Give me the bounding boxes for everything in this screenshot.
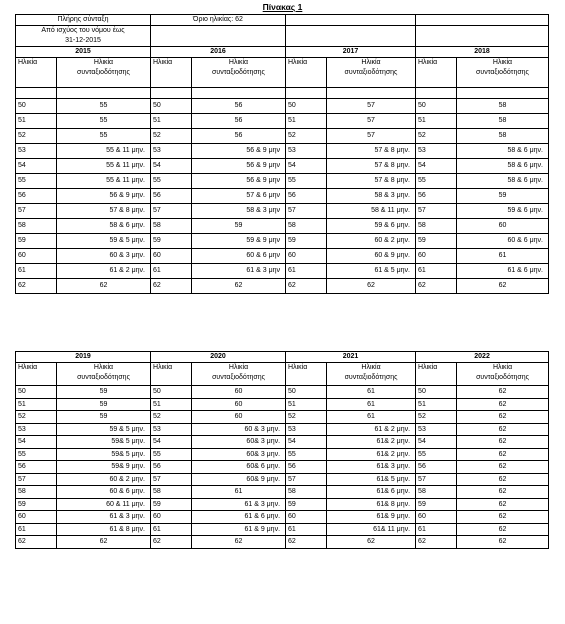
age-cell: 57 — [416, 204, 457, 219]
pension-age-cell: 61 & 6 μην. — [192, 511, 286, 524]
age-cell: 60 — [286, 511, 327, 524]
pension-age-cell: 61& 5 μην. — [327, 473, 416, 486]
pension-table-2019-2022 — [15, 351, 549, 549]
pension-age-column-header: Ηλικία συνταξιοδότησης — [327, 58, 416, 88]
age-cell: 60 — [151, 249, 192, 264]
full-pension-label: Πλήρης σύνταξη — [16, 15, 151, 26]
pension-age-column-header: Ηλικία συνταξιοδότησης — [192, 363, 286, 386]
age-cell: 52 — [416, 411, 457, 424]
pension-age-cell: 55 — [57, 129, 151, 144]
age-cell: 60 — [286, 249, 327, 264]
pension-age-cell: 59& 5 μην. — [57, 436, 151, 449]
pension-age-cell: 59 & 5 μην. — [57, 234, 151, 249]
table-row — [16, 536, 549, 549]
age-cell: 60 — [16, 249, 57, 264]
pension-age-cell: 61 — [327, 398, 416, 411]
pension-age-cell: 62 — [457, 411, 549, 424]
pension-age-cell: 61 & 2 μην. — [57, 264, 151, 279]
age-cell: 56 — [416, 189, 457, 204]
pension-age-cell: 62 — [457, 461, 549, 474]
age-cell: 56 — [151, 461, 192, 474]
age-column-header: Ηλικία — [151, 363, 192, 386]
age-cell: 62 — [151, 279, 192, 294]
pension-age-cell: 59 — [57, 398, 151, 411]
table-row — [16, 159, 549, 174]
pension-age-cell: 60& 3 μην. — [192, 436, 286, 449]
age-cell: 52 — [151, 411, 192, 424]
age-cell: 54 — [416, 159, 457, 174]
age-cell: 57 — [151, 473, 192, 486]
age-cell: 62 — [286, 536, 327, 549]
year-header: 2015 — [16, 47, 151, 58]
pension-table-2015-2018 — [15, 14, 549, 294]
pension-age-cell: 59 & 6 μην. — [327, 219, 416, 234]
age-cell: 59 — [286, 234, 327, 249]
table-row — [16, 411, 549, 424]
pension-age-cell: 62 — [457, 386, 549, 399]
pension-age-cell: 61& 2 μην. — [327, 436, 416, 449]
pension-age-cell: 59& 9 μην. — [57, 461, 151, 474]
year-header: 2020 — [151, 352, 286, 363]
pension-age-cell: 60 & 3 μην. — [57, 249, 151, 264]
pension-age-cell: 56 — [192, 129, 286, 144]
year-header: 2018 — [416, 47, 549, 58]
pension-age-cell: 59 & 5 μην. — [57, 423, 151, 436]
pension-age-cell: 56 & 9 μην — [192, 174, 286, 189]
pension-age-cell: 57 — [327, 129, 416, 144]
pension-age-cell: 61 & 5 μην. — [327, 264, 416, 279]
age-cell: 55 — [151, 174, 192, 189]
pension-age-cell: 58 & 11 μην. — [327, 204, 416, 219]
age-cell: 53 — [286, 144, 327, 159]
age-cell: 50 — [16, 99, 57, 114]
pension-age-cell: 58 & 6 μην. — [457, 174, 549, 189]
pension-age-cell: 55 & 11 μην. — [57, 174, 151, 189]
pension-age-cell: 62 — [457, 486, 549, 499]
pension-age-cell: 62 — [57, 536, 151, 549]
pension-age-cell: 62 — [457, 279, 549, 294]
age-cell: 61 — [286, 264, 327, 279]
age-cell: 60 — [151, 511, 192, 524]
pension-age-cell: 62 — [457, 498, 549, 511]
pension-age-cell: 61 — [327, 386, 416, 399]
age-cell: 62 — [416, 279, 457, 294]
age-cell: 50 — [151, 99, 192, 114]
pension-age-cell: 60 — [457, 219, 549, 234]
age-cell: 52 — [286, 129, 327, 144]
age-cell: 61 — [286, 523, 327, 536]
age-cell: 55 — [286, 448, 327, 461]
age-cell: 62 — [286, 279, 327, 294]
age-cell: 57 — [16, 473, 57, 486]
age-cell: 53 — [16, 423, 57, 436]
pension-age-cell: 61& 11 μην. — [327, 523, 416, 536]
age-cell: 56 — [16, 189, 57, 204]
age-cell: 52 — [286, 411, 327, 424]
pension-age-cell: 57 — [327, 99, 416, 114]
age-cell: 53 — [16, 144, 57, 159]
age-cell: 62 — [151, 536, 192, 549]
table-row — [16, 219, 549, 234]
age-cell: 60 — [416, 511, 457, 524]
pension-age-cell: 61& 2 μην. — [327, 448, 416, 461]
age-cell: 62 — [16, 279, 57, 294]
age-cell: 51 — [416, 398, 457, 411]
pension-age-cell: 62 — [457, 523, 549, 536]
pension-age-cell: 59 — [57, 386, 151, 399]
age-cell: 57 — [416, 473, 457, 486]
table-row — [16, 498, 549, 511]
pension-age-cell: 61 & 2 μην. — [327, 423, 416, 436]
table-row — [16, 398, 549, 411]
pension-age-cell: 58 & 6 μην. — [457, 159, 549, 174]
age-cell: 50 — [416, 386, 457, 399]
pension-age-cell: 55 — [57, 114, 151, 129]
age-cell: 50 — [286, 386, 327, 399]
pension-age-column-header: Ηλικία συνταξιοδότησης — [327, 363, 416, 386]
age-cell: 56 — [151, 189, 192, 204]
pension-age-cell: 57 & 6 μην — [192, 189, 286, 204]
age-column-header: Ηλικία — [416, 58, 457, 88]
age-cell: 58 — [16, 219, 57, 234]
table-row — [16, 174, 549, 189]
pension-age-cell: 59 — [57, 411, 151, 424]
empty-cell — [416, 26, 549, 47]
age-cell: 59 — [416, 498, 457, 511]
age-cell: 61 — [416, 264, 457, 279]
age-cell: 55 — [416, 448, 457, 461]
pension-age-cell: 60 — [192, 398, 286, 411]
pension-age-cell: 60& 6 μην. — [192, 461, 286, 474]
pension-age-cell: 61& 3 μην. — [327, 461, 416, 474]
pension-age-cell: 60 & 11 μην. — [57, 498, 151, 511]
age-cell: 53 — [416, 144, 457, 159]
pension-age-cell: 58 & 3 μην. — [327, 189, 416, 204]
pension-age-cell: 60 & 6 μην. — [57, 486, 151, 499]
age-cell: 52 — [151, 129, 192, 144]
pension-age-cell: 62 — [457, 536, 549, 549]
age-column-header: Ηλικία — [16, 363, 57, 386]
age-column-header: Ηλικία — [151, 58, 192, 88]
pension-age-cell: 62 — [457, 423, 549, 436]
pension-age-cell: 57 — [327, 114, 416, 129]
table-row — [16, 461, 549, 474]
age-limit-label: Όριο ηλικίας: 62 — [151, 15, 286, 26]
age-cell: 50 — [151, 386, 192, 399]
age-cell: 57 — [151, 204, 192, 219]
pension-age-cell: 58 — [457, 114, 549, 129]
age-cell: 59 — [151, 498, 192, 511]
age-cell: 59 — [16, 234, 57, 249]
table-row — [16, 99, 549, 114]
pension-age-cell: 60 & 6 μην. — [457, 234, 549, 249]
pension-age-cell: 62 — [57, 279, 151, 294]
table-row — [16, 386, 549, 399]
age-cell: 51 — [16, 398, 57, 411]
pension-age-cell: 56 — [192, 99, 286, 114]
age-cell: 61 — [151, 523, 192, 536]
pension-age-cell: 60 & 3 μην. — [192, 423, 286, 436]
age-cell: 53 — [151, 423, 192, 436]
age-column-header: Ηλικία — [16, 58, 57, 88]
empty-cell — [416, 15, 549, 26]
age-cell: 53 — [151, 144, 192, 159]
pension-age-cell: 58 — [457, 99, 549, 114]
age-cell: 59 — [416, 234, 457, 249]
age-cell: 55 — [286, 174, 327, 189]
age-cell: 51 — [286, 398, 327, 411]
pension-age-cell: 61 — [192, 486, 286, 499]
pension-age-cell: 60 & 9 μην. — [327, 249, 416, 264]
age-cell: 58 — [286, 486, 327, 499]
age-cell: 58 — [151, 486, 192, 499]
table-row — [16, 448, 549, 461]
pension-age-cell: 60 & 2 μην. — [57, 473, 151, 486]
age-cell: 55 — [151, 448, 192, 461]
empty-cell — [286, 15, 416, 26]
table-row — [16, 436, 549, 449]
pension-age-cell: 56 — [192, 114, 286, 129]
pension-age-cell: 61 & 6 μην. — [457, 264, 549, 279]
pension-age-column-header: Ηλικία συνταξιοδότησης — [457, 363, 549, 386]
pension-age-column-header: Ηλικία συνταξιοδότησης — [457, 58, 549, 88]
pension-age-cell: 61& 8 μην. — [327, 498, 416, 511]
age-cell: 62 — [416, 536, 457, 549]
age-cell: 58 — [286, 219, 327, 234]
pension-age-column-header: Ηλικία συνταξιοδότησης — [192, 58, 286, 88]
age-cell: 53 — [286, 423, 327, 436]
age-cell: 50 — [16, 386, 57, 399]
table-row — [16, 523, 549, 536]
table-row — [16, 114, 549, 129]
pension-age-cell: 57 & 8 μην. — [327, 174, 416, 189]
empty-cell — [286, 26, 416, 47]
pension-age-cell: 61 & 3 μην. — [192, 498, 286, 511]
pension-age-cell: 56 & 9 μην. — [57, 189, 151, 204]
effective-period-label: Από ισχύος του νόμου έως 31-12-2015 — [16, 26, 151, 47]
pension-age-cell: 61 & 8 μην. — [57, 523, 151, 536]
age-cell: 52 — [16, 411, 57, 424]
pension-age-column-header: Ηλικία συνταξιοδότησης — [57, 363, 151, 386]
table-row — [16, 249, 549, 264]
age-cell: 56 — [16, 461, 57, 474]
spacer-row — [16, 88, 549, 99]
pension-age-cell: 56 & 9 μην — [192, 144, 286, 159]
age-cell: 58 — [151, 219, 192, 234]
pension-age-cell: 56 & 9 μην — [192, 159, 286, 174]
pension-age-cell: 55 — [57, 99, 151, 114]
pension-age-cell: 62 — [457, 473, 549, 486]
pension-age-cell: 60 — [192, 411, 286, 424]
pension-age-cell: 57 & 8 μην. — [327, 159, 416, 174]
age-cell: 52 — [416, 129, 457, 144]
age-cell: 57 — [16, 204, 57, 219]
age-cell: 51 — [151, 398, 192, 411]
year-header: 2022 — [416, 352, 549, 363]
pension-age-cell: 58 — [457, 129, 549, 144]
pension-age-cell: 58 & 6 μην. — [457, 144, 549, 159]
age-cell: 59 — [151, 234, 192, 249]
age-cell: 61 — [16, 264, 57, 279]
table-row — [16, 204, 549, 219]
table-row — [16, 473, 549, 486]
pension-age-cell: 62 — [192, 536, 286, 549]
age-cell: 58 — [16, 486, 57, 499]
pension-age-cell: 60 & 2 μην. — [327, 234, 416, 249]
age-cell: 51 — [416, 114, 457, 129]
age-cell: 51 — [286, 114, 327, 129]
pension-age-cell: 62 — [327, 536, 416, 549]
age-cell: 57 — [286, 204, 327, 219]
pension-age-cell: 60& 3 μην. — [192, 448, 286, 461]
age-cell: 54 — [416, 436, 457, 449]
age-cell: 61 — [151, 264, 192, 279]
year-header: 2021 — [286, 352, 416, 363]
table-row — [16, 129, 549, 144]
page-title: Πίνακας 1 — [262, 2, 303, 12]
age-cell: 54 — [286, 436, 327, 449]
age-cell: 60 — [16, 511, 57, 524]
pension-age-cell: 61 & 9 μην. — [192, 523, 286, 536]
age-cell: 58 — [416, 219, 457, 234]
age-cell: 50 — [286, 99, 327, 114]
age-cell: 54 — [16, 159, 57, 174]
age-cell: 61 — [416, 523, 457, 536]
age-cell: 55 — [416, 174, 457, 189]
pension-age-cell: 57 & 8 μην. — [327, 144, 416, 159]
age-cell: 61 — [16, 523, 57, 536]
table-row — [16, 511, 549, 524]
age-cell: 60 — [416, 249, 457, 264]
age-cell: 59 — [286, 498, 327, 511]
age-cell: 56 — [286, 189, 327, 204]
pension-age-cell: 60& 9 μην. — [192, 473, 286, 486]
pension-age-cell: 62 — [457, 448, 549, 461]
age-cell: 50 — [416, 99, 457, 114]
year-header: 2017 — [286, 47, 416, 58]
age-cell: 56 — [286, 461, 327, 474]
table-row — [16, 144, 549, 159]
table-row — [16, 486, 549, 499]
age-cell: 54 — [151, 436, 192, 449]
pension-age-cell: 59 — [457, 189, 549, 204]
pension-age-cell: 62 — [327, 279, 416, 294]
pension-age-cell: 57 & 8 μην. — [57, 204, 151, 219]
pension-age-cell: 62 — [457, 436, 549, 449]
pension-age-cell: 60 & 6 μην — [192, 249, 286, 264]
pension-age-cell: 59 & 6 μην. — [457, 204, 549, 219]
age-cell: 53 — [416, 423, 457, 436]
age-cell: 51 — [151, 114, 192, 129]
table-row — [16, 234, 549, 249]
age-cell: 54 — [286, 159, 327, 174]
pension-age-cell: 61 — [327, 411, 416, 424]
age-cell: 54 — [16, 436, 57, 449]
pension-age-column-header: Ηλικία συνταξιοδότησης — [57, 58, 151, 88]
pension-age-cell: 58 & 6 μην. — [57, 219, 151, 234]
year-header: 2016 — [151, 47, 286, 58]
age-cell: 56 — [416, 461, 457, 474]
age-cell: 58 — [416, 486, 457, 499]
pension-age-cell: 58 & 3 μην — [192, 204, 286, 219]
year-header: 2019 — [16, 352, 151, 363]
age-cell: 55 — [16, 174, 57, 189]
age-column-header: Ηλικία — [286, 58, 327, 88]
pension-age-cell: 59& 5 μην. — [57, 448, 151, 461]
pension-age-cell: 61 — [457, 249, 549, 264]
pension-age-cell: 62 — [457, 511, 549, 524]
table-row — [16, 189, 549, 204]
age-cell: 52 — [16, 129, 57, 144]
age-cell: 54 — [151, 159, 192, 174]
age-cell: 59 — [16, 498, 57, 511]
empty-cell — [151, 26, 286, 47]
pension-age-cell: 61& 6 μην. — [327, 486, 416, 499]
pension-age-cell: 62 — [192, 279, 286, 294]
pension-age-cell: 59 & 9 μην — [192, 234, 286, 249]
pension-age-cell: 61& 9 μην. — [327, 511, 416, 524]
age-cell: 57 — [286, 473, 327, 486]
pension-age-cell: 55 & 11 μην. — [57, 144, 151, 159]
pension-age-cell: 59 — [192, 219, 286, 234]
age-cell: 62 — [16, 536, 57, 549]
pension-age-cell: 61 & 3 μην. — [57, 511, 151, 524]
age-column-header: Ηλικία — [286, 363, 327, 386]
age-column-header: Ηλικία — [416, 363, 457, 386]
table-row — [16, 423, 549, 436]
age-cell: 51 — [16, 114, 57, 129]
table-row — [16, 279, 549, 294]
pension-age-cell: 62 — [457, 398, 549, 411]
pension-age-cell: 60 — [192, 386, 286, 399]
table-row — [16, 264, 549, 279]
age-cell: 55 — [16, 448, 57, 461]
pension-age-cell: 55 & 11 μην. — [57, 159, 151, 174]
pension-age-cell: 61 & 3 μην — [192, 264, 286, 279]
